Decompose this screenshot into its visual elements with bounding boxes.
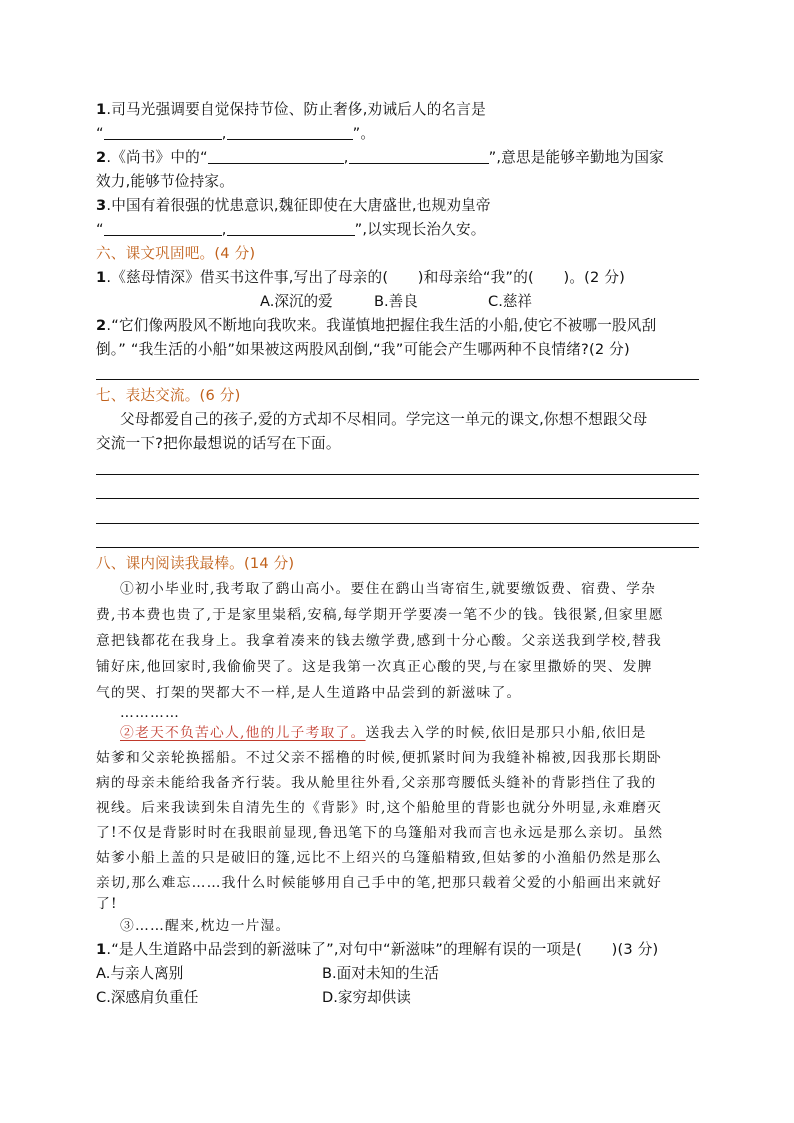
passage-p2-line: 姑爹和父亲轮换摇船。不过父亲不摇橹的时候,便抓紧时间为我缝补棉被,因我那长期卧 bbox=[96, 750, 663, 766]
answer-blank[interactable] bbox=[349, 147, 489, 164]
s8-q1-line bbox=[96, 938, 700, 962]
passage-p2-line bbox=[120, 721, 724, 745]
passage-p2-line: 姑爹小船上盖的只是破旧的篷,远比不上绍兴的乌篷船精致,但姑爹的小渔船仍然是那么 bbox=[96, 850, 663, 866]
section8-heading: 八、课内阅读我最棒。(14 分) bbox=[96, 555, 295, 572]
s7-prompt-line2: 交流一下?把你最想说的话写在下面。 bbox=[96, 435, 341, 452]
section6-heading: 六、课文巩固吧。(4 分) bbox=[96, 245, 256, 262]
close-quote: ”。 bbox=[352, 125, 376, 142]
option-a[interactable]: A.与亲人离别 bbox=[96, 965, 184, 982]
option-a[interactable]: A.深沉的爱 bbox=[260, 293, 333, 310]
answer-blank[interactable] bbox=[227, 123, 353, 140]
s6-q2-line1 bbox=[96, 314, 700, 338]
passage-p1-line: 铺好床,他回家时,我偷偷哭了。这是我第一次真正心酸的哭,与在家里撒娇的哭、发脾 bbox=[96, 659, 653, 675]
passage-p3-line: ③……醒来,枕边一片湿。 bbox=[120, 918, 291, 934]
section7-heading: 七、表达交流。(6 分) bbox=[96, 387, 241, 404]
passage-p2-line: 了!不仅是背影时时在我眼前显现,鲁迅笔下的乌篷船对我而言也永远是那么亲切。虽然 bbox=[96, 825, 664, 841]
passage-ellipsis: ………… bbox=[120, 705, 180, 721]
s5-q1-line1 bbox=[96, 98, 700, 122]
question-text: .“它们像两股风不断地向我吹来。我谨慎地把握住我生活的小船,使它不被哪一股风刮 bbox=[106, 317, 657, 334]
question-number: 1 bbox=[96, 101, 107, 118]
passage-p2-line: 了! bbox=[96, 896, 118, 912]
option-b[interactable]: B.面对未知的生活 bbox=[322, 965, 439, 982]
passage-p1-line: 气的哭、打架的哭都大不一样,是人生道路中品尝到的新滋味了。 bbox=[96, 685, 522, 701]
option-c[interactable]: C.慈祥 bbox=[488, 293, 533, 310]
answer-line[interactable] bbox=[96, 547, 699, 548]
question-number: 2 bbox=[96, 317, 107, 334]
answer-blank[interactable] bbox=[104, 123, 222, 140]
option-b[interactable]: B.善良 bbox=[374, 293, 418, 310]
answer-line[interactable] bbox=[96, 523, 699, 524]
open-quote: “ bbox=[96, 125, 104, 142]
s5-q2-line1 bbox=[96, 146, 700, 170]
passage-p1-line: ①初小毕业时,我考取了鹞山高小。要住在鹞山当寄宿生,就要缴饭费、宿费、学杂 bbox=[120, 581, 657, 597]
s5-q1-line2 bbox=[96, 122, 700, 146]
answer-blank[interactable] bbox=[104, 219, 222, 236]
open-quote: “ bbox=[96, 221, 104, 238]
underlined-sentence: ②老天不负苦心人,他的儿子考取了。 bbox=[120, 725, 366, 741]
question-text: .《慈母情深》借买书这件事,写出了母亲的( )和母亲给“我”的( )。(2 分) bbox=[106, 269, 626, 286]
question-text: .司马光强调要自觉保持节俭、防止奢侈,劝诫后人的名言是 bbox=[106, 101, 486, 118]
passage-p1-line: 费,书本费也贵了,于是家里粜稻,安稿,每学期开学要凑一笔不少的钱。钱很紧,但家里愿 bbox=[96, 607, 664, 623]
comma: , bbox=[221, 221, 227, 238]
option-c[interactable]: C.深感肩负重任 bbox=[96, 989, 199, 1006]
comma: , bbox=[343, 149, 349, 166]
answer-blank[interactable] bbox=[227, 219, 355, 236]
passage-p2-line: 视线。后来我读到朱自清先生的《背影》时,这个船舱里的背影也就分外明显,永难磨灭 bbox=[96, 800, 663, 816]
s6-q2-line2: 倒。” “我生活的小船”如果被这两股风刮倒,“我”可能会产生哪两种不良情绪?(2 分) bbox=[96, 341, 630, 358]
close-quote: ”,以实现长治久安。 bbox=[354, 221, 486, 238]
question-text: .《尚书》中的“ bbox=[106, 149, 208, 166]
s6-q1-line bbox=[96, 266, 700, 290]
answer-line[interactable] bbox=[96, 379, 699, 380]
question-text: .“是人生道路中品尝到的新滋味了”,对句中“新滋味”的理解有误的一项是( )(3 分) bbox=[106, 941, 659, 958]
passage-p2-line: 病的母亲未能给我备齐行装。我从舱里往外看,父亲那弯腰低头缝补的背影挡住了我的 bbox=[96, 775, 657, 791]
answer-blank[interactable] bbox=[208, 147, 344, 164]
s5-q3-line1 bbox=[96, 194, 700, 218]
s5-q3-line2 bbox=[96, 218, 700, 242]
s7-prompt-line1: 父母都爱自己的孩子,爱的方式却不尽相同。学完这一单元的课文,你想不想跟父母 bbox=[120, 411, 648, 428]
comma: , bbox=[221, 125, 227, 142]
passage-p2-line: 亲切,那么难忘……我什么时候能够用自己手中的笔,把那只载着父爱的小船画出来就好 bbox=[96, 875, 663, 891]
question-number: 2 bbox=[96, 149, 107, 166]
question-text: .中国有着很强的忧患意识,魏征即使在大唐盛世,也规劝皇帝 bbox=[106, 197, 491, 214]
question-number: 1 bbox=[96, 269, 107, 286]
question-number: 3 bbox=[96, 197, 107, 214]
answer-line[interactable] bbox=[96, 498, 699, 499]
passage-text: 送我去入学的时候,依旧是那只小船,依旧是 bbox=[365, 725, 647, 741]
s5-q2-line2: 效力,能够节俭持家。 bbox=[96, 173, 234, 190]
question-text: ”,意思是能够辛勤地为国家 bbox=[488, 149, 664, 166]
answer-line[interactable] bbox=[96, 474, 699, 475]
question-number: 1 bbox=[96, 941, 107, 958]
option-d[interactable]: D.家穷却供读 bbox=[322, 989, 411, 1006]
passage-p1-line: 意把钱都花在我身上。我拿着凑来的钱去缴学费,感到十分心酸。父亲送我到学校,替我 bbox=[96, 633, 663, 649]
